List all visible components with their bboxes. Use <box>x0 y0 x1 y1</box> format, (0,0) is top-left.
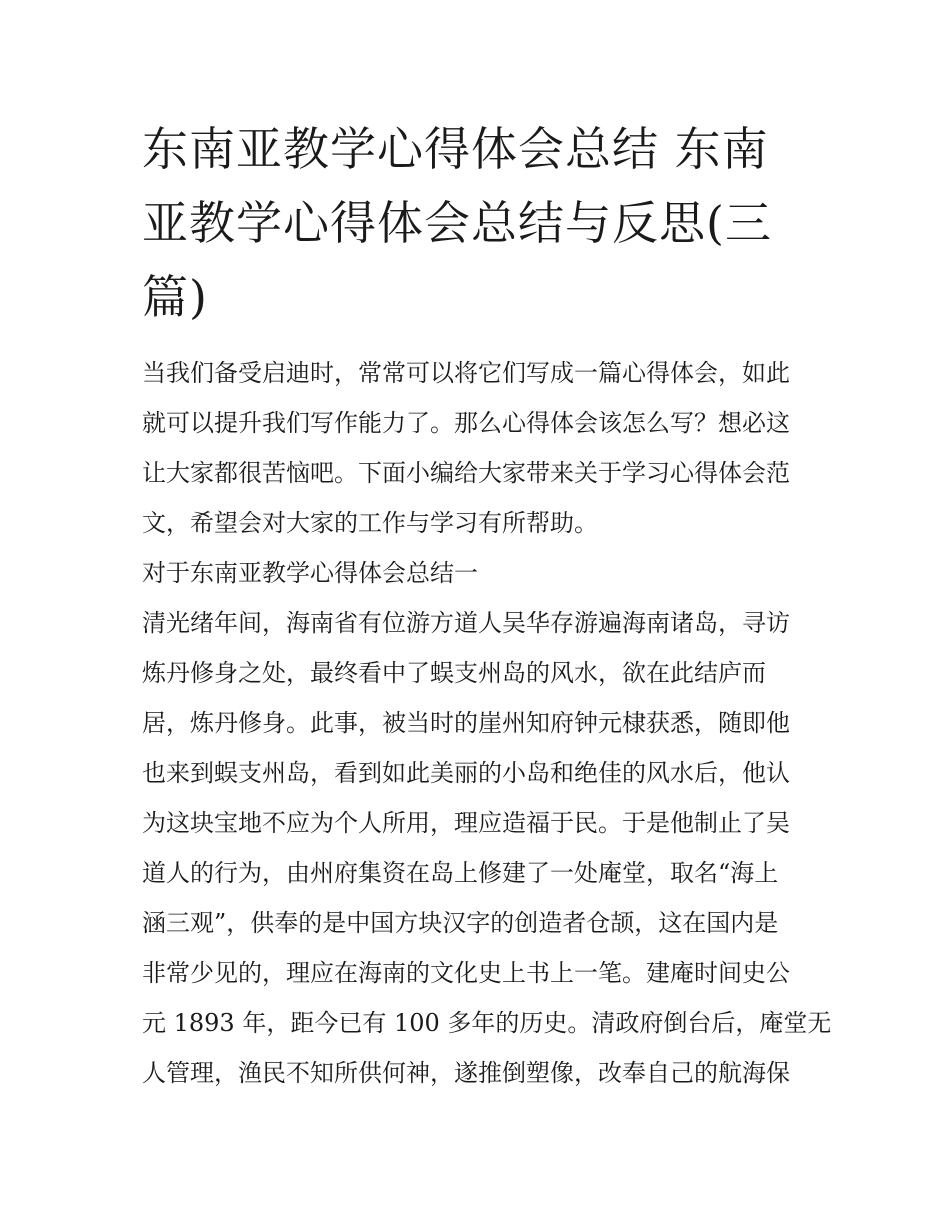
text-line: 人管理，渔民不知所供何神，遂推倒塑像，改奉自己的航海保 <box>142 1059 790 1087</box>
document-title <box>142 112 818 334</box>
text-line: 文，希望会对大家的工作与学习有所帮助。 <box>142 509 598 537</box>
text-line: 炼丹修身之处，最终看中了蜈支州岛的风水，欲在此结庐而 <box>142 659 766 687</box>
text-line: 就可以提升我们写作能力了。那么心得体会该怎么写？想必这 <box>142 409 790 437</box>
text-line: 清光绪年间，海南省有位游方道人吴华存游遍海南诸岛，寻访 <box>142 609 790 637</box>
text-line: 居，炼丹修身。此事，被当时的崖州知府钟元棣获悉，随即他 <box>142 709 790 737</box>
section-heading: 对于东南亚教学心得体会总结一 <box>142 559 478 587</box>
text-line: 元 1893 年，距今已有 100 多年的历史。清政府倒台后，庵堂无 <box>142 1009 832 1037</box>
text-line: 道人的行为，由州府集资在岛上修建了一处庵堂，取名“海上 <box>142 859 779 887</box>
text-line: 非常少见的，理应在海南的文化史上书上一笔。建庵时间史公 <box>142 959 790 987</box>
body-paragraph <box>142 598 832 1098</box>
text-line: 当我们备受启迪时，常常可以将它们写成一篇心得体会，如此 <box>142 359 790 387</box>
document-page <box>142 112 832 1098</box>
intro-paragraph <box>142 348 818 548</box>
title-line: 亚教学心得体会总结与反思(三 <box>142 196 772 250</box>
text-line: 涵三观”，供奉的是中国方块汉字的创造者仓颉，这在国内是 <box>142 909 779 937</box>
title-line: 东南亚教学心得体会总结 东南 <box>142 122 769 176</box>
title-line: 篇) <box>142 270 208 324</box>
text-line: 为这块宝地不应为个人所用，理应造福于民。于是他制止了吴 <box>142 809 790 837</box>
text-line: 也来到蜈支州岛，看到如此美丽的小岛和绝佳的风水后，他认 <box>142 759 790 787</box>
text-line: 让大家都很苦恼吧。下面小编给大家带来关于学习心得体会范 <box>142 459 790 487</box>
